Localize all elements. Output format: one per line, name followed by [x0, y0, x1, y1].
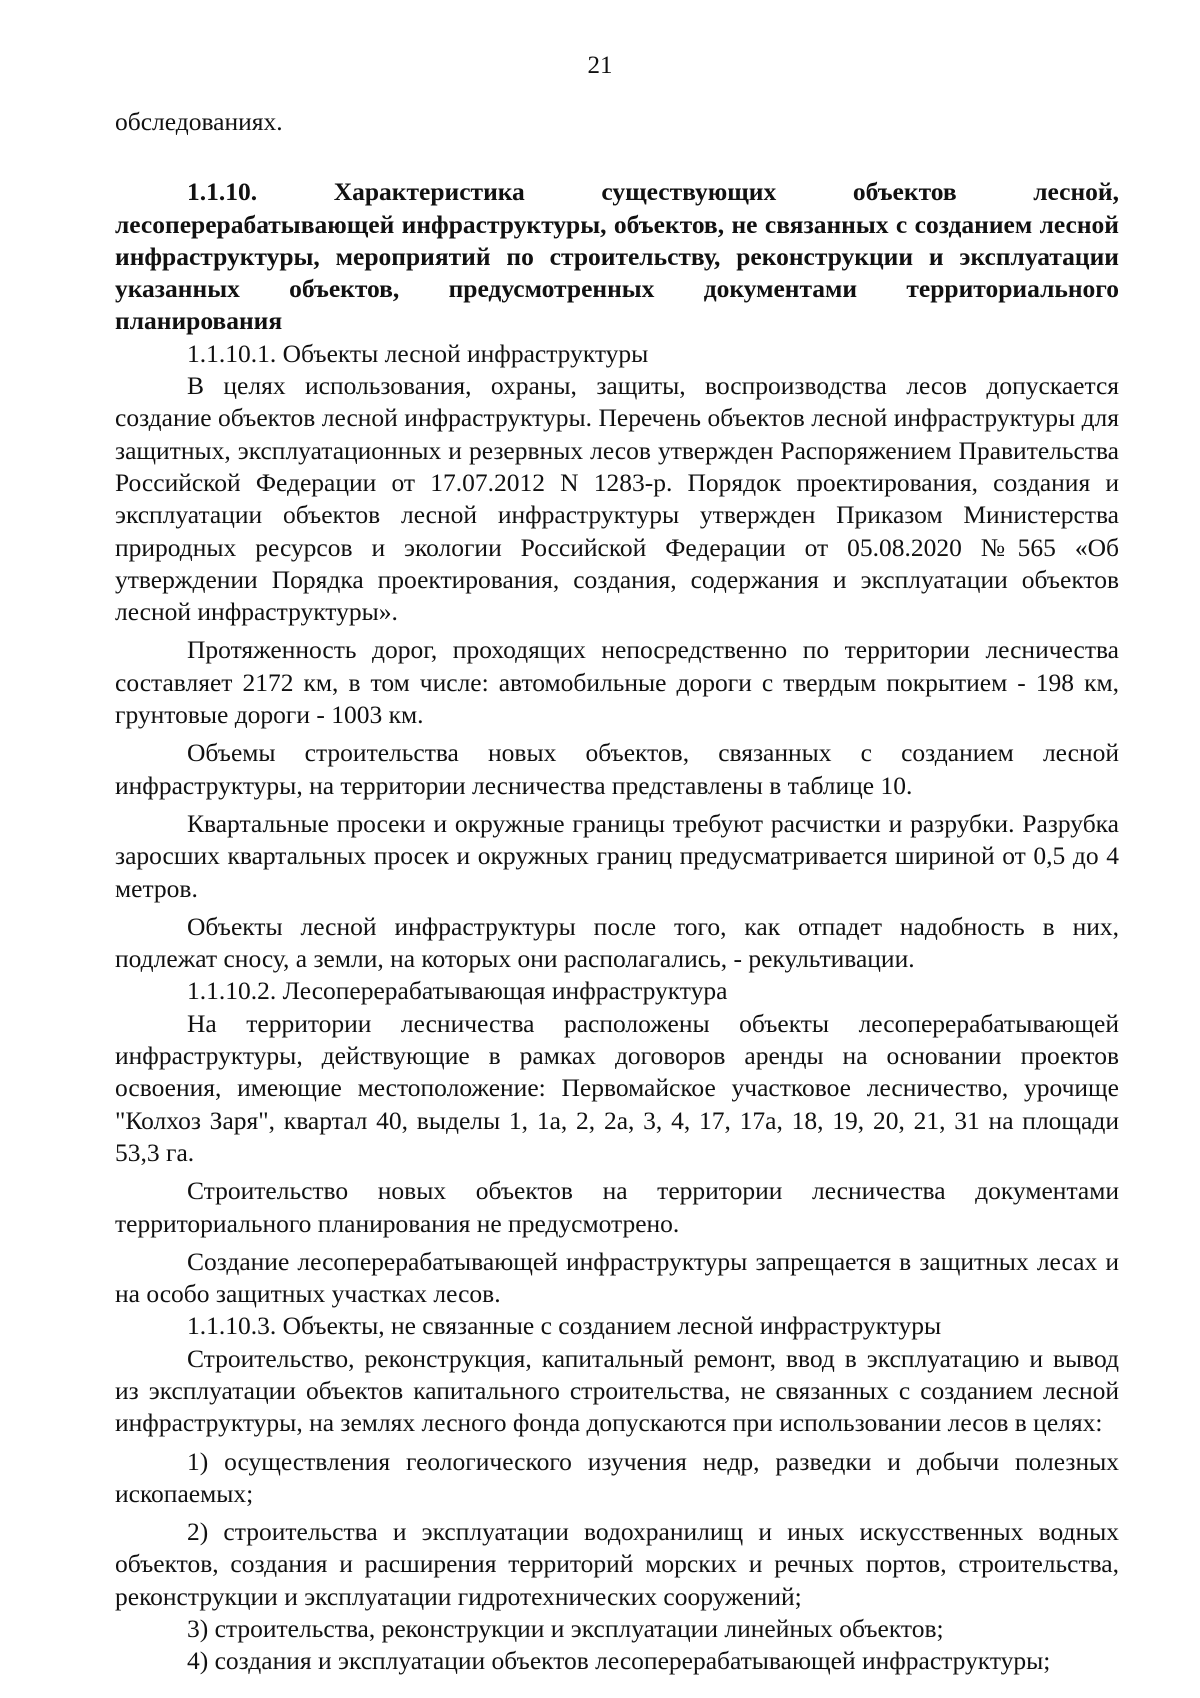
paragraph-continuation: обследованиях.: [115, 107, 283, 136]
subsection-heading: 1.1.10.3. Объекты, не связанные с созданием лесной инфраструктуры: [187, 1311, 942, 1341]
list-item: 4) создания и эксплуатации объектов лесоперерабатывающей инфраструктуры;: [187, 1646, 1051, 1676]
paragraph: Строительство новых объектов на территории лесничества документами территориального планирования не предусмотрено.: [115, 1176, 1119, 1238]
paragraph: Объекты лесной инфраструктуры после того, как отпадет надобность в них, подлежат сносу, а земли, на которых они располагались, - рекультивации.: [115, 911, 1119, 974]
paragraph: Квартальные просеки и окружные границы требуют расчистки и разрубки. Разрубка заросших квартальных просек и окружных границ предусматривается шириной от 0,5 до 4 метров.: [115, 808, 1119, 903]
list-item: 3) строительства, реконструкции и эксплуатации линейных объектов;: [187, 1614, 944, 1644]
paragraph: На территории лесничества расположены объекты лесоперерабатывающей инфраструктуры, действующие в рамках договоров аренды на основании проектов освоения, имеющие местоположение: Первомайское участковое лесничество, урочище "Колхоз Заря", квартал 40, выделы 1, 1а, 2, 2а, 3, 4, 17, 17а, 18, 19, 20, 21, 31 на площади 53,3 га.: [115, 1008, 1119, 1167]
paragraph: Протяженность дорог, проходящих непосредственно по территории лесничества составляет 2172 км, в том числе: автомобильные дороги с твердым покрытием - 198 км, грунтовые дороги - 1003 км.: [115, 635, 1119, 730]
paragraph: В целях использования, охраны, защиты, воспроизводства лесов допускается создание объектов лесной инфраструктуры. Перечень объектов лесной инфраструктуры для защитных, эксплуатационных и резервных лесов утвержден Распоряжением Правительства Российской Федерации от 17.07.2012 N 1283-р. Порядок проектирования, создания и эксплуатации объектов лесной инфраструктуры утвержден Приказом Министерства природных ресурсов и экологии Российской Федерации от 05.08.2020 №565 «Об утверждении Порядка проектирования, создания, содержания и эксплуатации объектов лесной инфраструктуры».: [115, 371, 1119, 627]
page-number: 21: [587, 52, 613, 79]
document-body: [115, 106, 1119, 1678]
list-item: 2) строительства и эксплуатации водохранилищ и иных искусственных водных объектов, создания и расширения территорий морских и речных портов, строительства, реконструкции и эксплуатации гидротехнических сооружений;: [115, 1517, 1119, 1611]
paragraph: Строительство, реконструкция, капитальный ремонт, ввод в эксплуатацию и вывод из эксплуатации объектов капитального строительства, не связанных с созданием лесной инфраструктуры, на землях лесного фонда допускаются при использовании лесов в целях:: [115, 1343, 1119, 1438]
list-item: 1) осуществления геологического изучения недр, разведки и добычи полезных ископаемых;: [115, 1446, 1119, 1508]
subsection-heading: 1.1.10.2. Лесоперерабатывающая инфраструктура: [187, 976, 728, 1006]
paragraph: Создание лесоперерабатывающей инфраструктуры запрещается в защитных лесах и на особо защитных участках лесов.: [115, 1246, 1119, 1309]
section-heading: 1.1.10. Характеристика существующих объектов лесной, лесоперерабатывающей инфраструктуры, объектов, не связанных с созданием лесной инфраструктуры, мероприятий по строительству, реконструкции и эксплуатации указанных объектов, предусмотренных документами территориального планирования: [115, 177, 1119, 336]
subsection-heading: 1.1.10.1. Объекты лесной инфраструктуры: [187, 338, 649, 368]
paragraph: Объемы строительства новых объектов, связанных с созданием лесной инфраструктуры, на территории лесничества представлены в таблице 10.: [115, 738, 1119, 800]
